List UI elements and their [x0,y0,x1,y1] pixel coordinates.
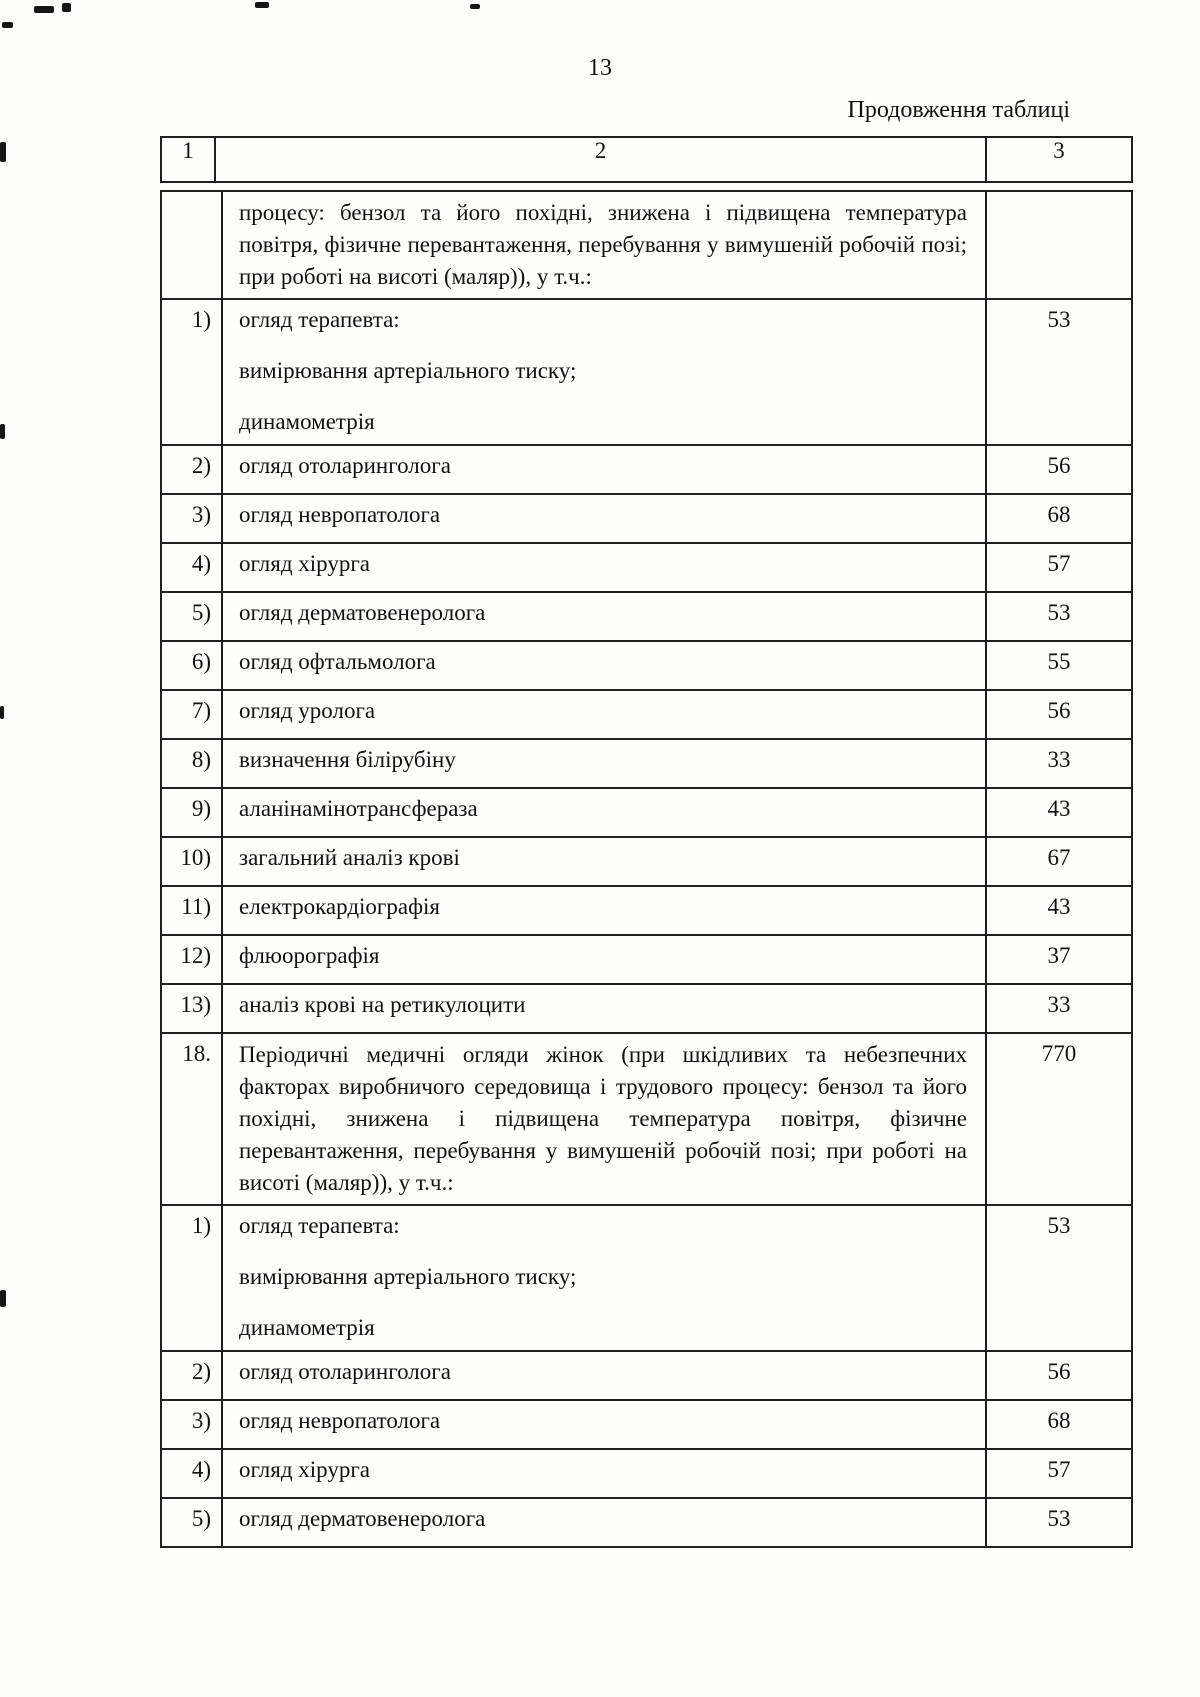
header-col-3: 3 [986,137,1132,182]
row-text: огляд уролога [222,690,986,739]
row-number: 11) [161,886,222,935]
row-text: огляд отоларинголога [222,1351,986,1400]
row-number: 5) [161,592,222,641]
row-number [161,191,222,299]
row-number: 10) [161,837,222,886]
row-text: процесу: бензол та його похідні, знижена і підвищена температура повітря, фізичне перевантаження, перебування у вимушеній робочій позі; при роботі на висоті (маляр)), у т.ч.: [222,191,986,299]
row-text: аналіз крові на ретикулоцити [222,984,986,1033]
row-value: 33 [986,984,1132,1033]
header-col-2: 2 [215,137,986,182]
row-number: 5) [161,1498,222,1547]
table-rows [161,191,1132,1547]
row-value: 68 [986,494,1132,543]
row-number: 1) [161,1205,222,1351]
row-number: 2) [161,445,222,494]
header-row [161,137,1132,182]
row-value: 770 [986,1033,1132,1205]
row-text: огляд отоларинголога [222,445,986,494]
row-text: огляд невропатолога [222,1400,986,1449]
row-text: електрокардіографія [222,886,986,935]
row-value: 56 [986,690,1132,739]
row-text: огляд дерматовенеролога [222,592,986,641]
table-row [161,739,1132,788]
row-number: 4) [161,543,222,592]
table-row [161,1351,1132,1400]
row-text: огляд хірурга [222,1449,986,1498]
row-text: огляд терапевта: вимірювання артеріального тиску; динамометрія [222,1205,986,1351]
row-text: Періодичні медичні огляди жінок (при шкідливих та небезпечних факторах виробничого середовища і трудового процесу: бензол та його похідні, знижена і підвищена температура повітря, фізичне перевантаження, перебування у вимушеній робочій позі; при роботі на висоті (маляр)), у т.ч.: [222,1033,986,1205]
scan-artifact [34,6,54,13]
row-number: 8) [161,739,222,788]
table-row [161,1449,1132,1498]
table-row [161,299,1132,445]
row-number: 9) [161,788,222,837]
scan-artifact [2,22,13,28]
row-number: 18. [161,1033,222,1205]
row-text: огляд хірурга [222,543,986,592]
table-row [161,592,1132,641]
table-body [160,190,1133,1548]
table-row [161,543,1132,592]
row-number: 4) [161,1449,222,1498]
header-col-1: 1 [161,137,215,182]
row-value: 33 [986,739,1132,788]
row-number: 3) [161,1400,222,1449]
row-value: 56 [986,1351,1132,1400]
page-number: 13 [588,55,612,81]
row-value: 53 [986,1498,1132,1547]
row-text: аланінамінотрансфераза [222,788,986,837]
scan-artifact [0,142,6,162]
table-row [161,788,1132,837]
row-number: 12) [161,935,222,984]
row-value: 53 [986,299,1132,445]
row-value: 43 [986,886,1132,935]
row-value: 37 [986,935,1132,984]
table-column-header [160,136,1133,183]
row-text: загальний аналіз крові [222,837,986,886]
row-text: огляд невропатолога [222,494,986,543]
table-row [161,1400,1132,1449]
table-row [161,1033,1132,1205]
row-value: 53 [986,592,1132,641]
row-text: визначення білірубіну [222,739,986,788]
row-number: 6) [161,641,222,690]
scan-artifact [0,706,4,719]
table-row [161,445,1132,494]
scan-artifact [255,2,269,8]
row-text: огляд офтальмолога [222,641,986,690]
row-value: 53 [986,1205,1132,1351]
table-row [161,837,1132,886]
row-value: 57 [986,1449,1132,1498]
row-value: 43 [986,788,1132,837]
row-number: 13) [161,984,222,1033]
row-number: 3) [161,494,222,543]
scan-artifact [62,3,71,12]
row-value: 68 [986,1400,1132,1449]
table-row [161,641,1132,690]
row-text: огляд терапевта: вимірювання артеріального тиску; динамометрія [222,299,986,445]
table-row [161,935,1132,984]
table-row [161,1205,1132,1351]
table-row [161,690,1132,739]
row-value [986,191,1132,299]
row-value: 67 [986,837,1132,886]
table-row [161,191,1132,299]
table-row [161,494,1132,543]
row-value: 56 [986,445,1132,494]
scan-artifact [0,1290,6,1307]
table-row [161,1498,1132,1547]
row-text: флюорографія [222,935,986,984]
row-number: 7) [161,690,222,739]
row-value: 57 [986,543,1132,592]
table-continuation-label: Продовження таблиці [847,97,1070,123]
scan-artifact [0,424,5,439]
row-value: 55 [986,641,1132,690]
table-row [161,886,1132,935]
row-number: 2) [161,1351,222,1400]
row-text: огляд дерматовенеролога [222,1498,986,1547]
row-number: 1) [161,299,222,445]
scan-artifact [470,4,480,9]
table-row [161,984,1132,1033]
